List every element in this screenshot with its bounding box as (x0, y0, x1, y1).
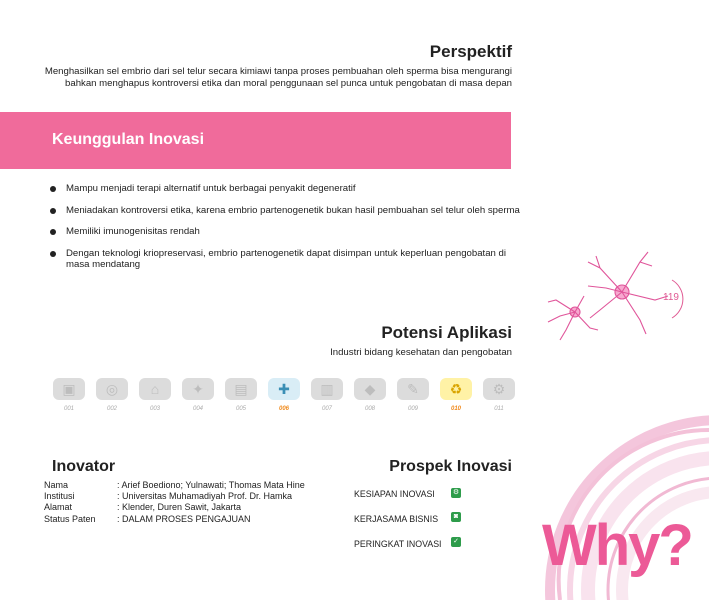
bullet-icon (50, 208, 56, 214)
transport-icon: ▤ (225, 378, 257, 400)
list-item: Mampu menjadi terapi alternatif untuk berbagai penyakit degeneratif (50, 183, 520, 195)
keunggulan-title: Keunggulan Inovasi (52, 131, 205, 148)
prospek-title: Prospek Inovasi (389, 458, 512, 475)
gear-icon: ⚙ (483, 378, 515, 400)
bullet-icon (50, 186, 56, 192)
table-row: Institusi : Universitas Muhamadiyah Prof. Dr. Hamka (44, 491, 293, 502)
application-icon-009: ✎ 009 (394, 378, 432, 412)
list-item: Meniadakan kontroversi etika, karena embrio partenogenetik bukan hasil pembuahan sel telur oleh sperma (50, 205, 520, 217)
agriculture-icon: ▣ (53, 378, 85, 400)
energy-icon: ✦ (182, 378, 214, 400)
application-icon-001: ▣ 001 (50, 378, 88, 412)
keunggulan-list (50, 183, 520, 281)
recycle-icon: ♻ (440, 378, 472, 400)
application-icon-002: ◎ 002 (93, 378, 131, 412)
industry-icon: ⌂ (139, 378, 171, 400)
bullet-icon (50, 229, 56, 235)
application-icon-007: ▥ 007 (308, 378, 346, 412)
application-icon-010: ♻ 010 (437, 378, 475, 412)
perspektif-text: Menghasilkan sel embrio dari sel telur secara kimiawi tanpa proses pembuahan oleh sperma bisa mengurangi bahkan menghapus kontroversi etika dan moral penggunaan sel punca untuk pengobatan di masa depan (44, 66, 512, 89)
potensi-text: Industri bidang kesehatan dan pengobatan (330, 347, 512, 358)
application-icon-003: ⌂ 003 (136, 378, 174, 412)
food-icon: ◎ (96, 378, 128, 400)
list-item: Dengan teknologi kriopreservasi, embrio partenogenetik dapat disimpan untuk keperluan pengobatan di masa mendatang (50, 248, 520, 271)
application-icon-011: ⚙ 011 (480, 378, 518, 412)
briefcase-icon: ◙ (451, 512, 461, 522)
inovator-title: Inovator (52, 458, 116, 475)
thumbs-up-icon: ✓ (451, 537, 461, 547)
list-item: Memiliki imunogenisitas rendah (50, 226, 520, 238)
prospek-item-kerjasama: KERJASAMA BISNIS (354, 514, 439, 524)
why-logo: Why? (542, 513, 692, 578)
application-icon-006: ✚ 006 (265, 378, 303, 412)
bullet-icon (50, 251, 56, 257)
page-number: 119 (663, 292, 679, 303)
application-icon-005: ▤ 005 (222, 378, 260, 412)
inovator-table (44, 480, 305, 525)
table-row: Status Paten : DALAM PROSES PENGAJUAN (44, 513, 251, 524)
building-icon: ▥ (311, 378, 343, 400)
neuron-cells-illustration (548, 252, 668, 340)
pharmacy-icon: ◆ (354, 378, 386, 400)
application-icon-004: ✦ 004 (179, 378, 217, 412)
application-icon-008: ◆ 008 (351, 378, 389, 412)
prospek-item-kesiapan: KESIAPAN INOVASI (354, 489, 435, 499)
prospek-item-peringkat: PERINGKAT INOVASI (354, 539, 442, 549)
application-icon-strip (50, 378, 520, 418)
research-icon: ✎ (397, 378, 429, 400)
gear-icon: ⚙ (452, 489, 460, 496)
perspektif-title: Perspektif (429, 42, 512, 61)
table-row: Alamat : Klender, Duren Sawit, Jakarta (44, 502, 242, 513)
health-icon: ✚ (268, 378, 300, 400)
potensi-title: Potensi Aplikasi (381, 323, 512, 342)
table-row: Nama : Arief Boediono; Yulnawati; Thomas Mata Hine (44, 480, 305, 490)
